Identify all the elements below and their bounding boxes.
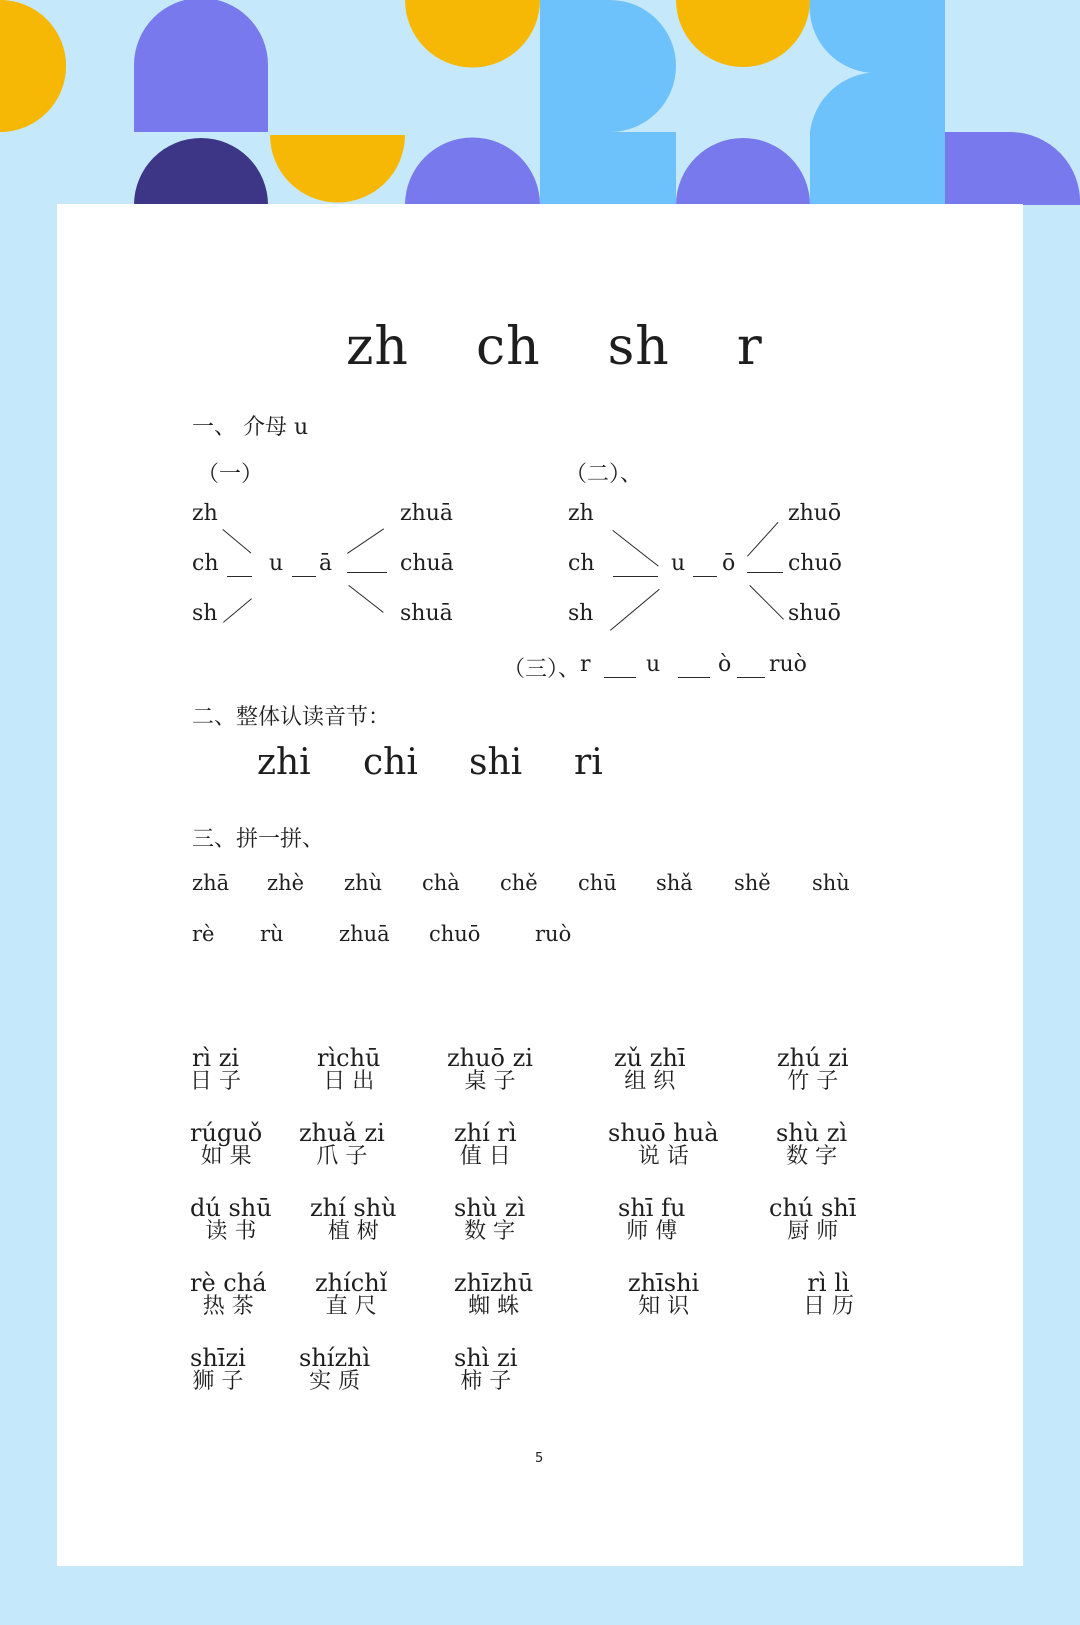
vocab-pinyin: rúguǒ	[190, 1119, 263, 1147]
vocab-hanzi: 日 历	[803, 1294, 854, 1319]
connector-line	[613, 576, 658, 577]
vocab-word	[190, 1121, 262, 1169]
spell-item: zhù	[344, 871, 383, 895]
vocab-pinyin: zhí rì	[454, 1119, 517, 1147]
vocab-hanzi: 直 尺	[325, 1294, 377, 1319]
geometric-pattern	[0, 0, 1080, 205]
connector-line	[347, 528, 384, 553]
page-title: zh ch sh r	[346, 317, 763, 377]
vocab-hanzi: 说 话	[637, 1144, 689, 1169]
vocab-hanzi: 如 果	[200, 1144, 252, 1169]
vocab-hanzi: 读 书	[205, 1219, 257, 1244]
connector-line	[222, 529, 251, 554]
vocab-hanzi: 厨 师	[787, 1219, 839, 1244]
vocab-pinyin: rè chá	[190, 1269, 267, 1297]
connector-line	[223, 598, 252, 623]
part2-result-2: chuō	[788, 551, 842, 576]
vocab-hanzi: 桌 子	[464, 1069, 516, 1094]
section-heading-medial-u: 一、 介母 u	[192, 415, 309, 440]
part2-initial-sh: sh	[568, 601, 594, 626]
connector-line	[678, 677, 710, 678]
vocab-pinyin: shù zì	[776, 1119, 848, 1147]
vocab-word	[454, 1196, 525, 1244]
part2-initial-ch: ch	[568, 551, 595, 576]
vocab-hanzi: 值 日	[459, 1144, 511, 1169]
vocab-hanzi: 数 字	[464, 1219, 516, 1244]
spell-item: chě	[500, 871, 538, 895]
vocab-hanzi: 知 识	[638, 1294, 690, 1319]
vocab-hanzi: 狮 子	[192, 1369, 244, 1394]
part2-result-3: shuō	[788, 601, 841, 626]
vocab-hanzi: 师 傅	[626, 1219, 678, 1244]
vocab-pinyin: shī fu	[618, 1194, 686, 1222]
vocab-pinyin: shīzi	[190, 1344, 246, 1372]
vocab-pinyin: zhuǎ zi	[299, 1119, 385, 1147]
vocab-pinyin: rì zi	[191, 1044, 240, 1072]
vocab-word	[190, 1046, 241, 1094]
spell-item: ruò	[535, 922, 572, 946]
connector-line	[737, 677, 765, 678]
vocab-hanzi: 爪 子	[316, 1144, 368, 1169]
whole-syllable-chi: chi	[363, 742, 418, 783]
part3-final: ò	[718, 652, 732, 677]
page-number: 5	[535, 1451, 544, 1466]
vocab-word	[190, 1196, 272, 1244]
part3-label: （三）、	[503, 657, 581, 682]
vocab-word	[454, 1346, 517, 1394]
vocab-pinyin: zhí shù	[310, 1194, 397, 1222]
vocab-word	[454, 1121, 517, 1169]
spell-item: shǎ	[656, 871, 693, 895]
vocab-hanzi: 蜘 蛛	[468, 1294, 520, 1319]
connector-line	[347, 572, 387, 573]
vocab-pinyin: zhú zi	[777, 1044, 849, 1072]
spell-item: zhè	[267, 871, 305, 895]
connector-line	[749, 585, 784, 620]
spell-item: zhā	[192, 871, 230, 895]
connector-line	[612, 530, 658, 566]
whole-syllable-shi: shi	[469, 742, 523, 783]
part1-medial: u	[269, 551, 284, 576]
part1-initial-sh: sh	[192, 601, 218, 626]
part3-medial: u	[646, 652, 661, 677]
vocab-word	[618, 1196, 685, 1244]
section-heading-spelling: 三、拼一拼、	[192, 827, 325, 852]
vocab-word	[299, 1121, 385, 1169]
part2-result-1: zhuō	[788, 501, 842, 526]
header-banner	[0, 0, 1080, 205]
vocab-pinyin: zǔ zhī	[614, 1044, 686, 1072]
section-heading-whole-syllables: 二、整体认读音节：	[192, 705, 391, 730]
vocab-word	[310, 1196, 397, 1244]
part1-result-1: zhuā	[400, 501, 454, 526]
vocab-word	[454, 1271, 533, 1319]
part2-initial-zh: zh	[568, 501, 594, 526]
vocab-word	[317, 1046, 381, 1094]
spell-item: shě	[734, 871, 771, 895]
vocab-hanzi: 植 树	[327, 1219, 379, 1244]
part2-label: （二）、	[565, 462, 643, 487]
part1-initial-ch: ch	[192, 551, 219, 576]
vocab-hanzi: 组 织	[624, 1069, 676, 1094]
connector-line	[348, 585, 383, 613]
vocab-word	[769, 1196, 856, 1244]
part2-medial: u	[671, 551, 686, 576]
vocab-word	[608, 1121, 719, 1169]
vocab-pinyin: zhīzhū	[454, 1269, 534, 1297]
part1-result-2: chuā	[400, 551, 454, 576]
vocab-pinyin: rì lì	[807, 1269, 850, 1297]
worksheet-page	[57, 204, 1023, 1566]
vocab-word	[190, 1271, 267, 1319]
spell-item: rù	[260, 922, 284, 946]
vocab-hanzi: 日 出	[323, 1069, 375, 1094]
part1-initial-zh: zh	[192, 501, 218, 526]
vocab-word	[803, 1271, 854, 1319]
connector-line	[610, 589, 660, 631]
connector-line	[227, 576, 252, 577]
vocab-hanzi: 数 字	[786, 1144, 838, 1169]
vocab-hanzi: 竹 子	[787, 1069, 839, 1094]
vocab-hanzi: 柿 子	[460, 1369, 512, 1394]
vocab-pinyin: shuō huà	[608, 1119, 719, 1147]
spell-item: shù	[812, 871, 850, 895]
connector-line	[292, 576, 316, 577]
vocab-pinyin: shù zì	[454, 1194, 526, 1222]
part1-label: （一）	[197, 462, 264, 487]
vocab-hanzi: 热 茶	[202, 1294, 254, 1319]
vocab-pinyin: zhīshi	[628, 1269, 700, 1297]
vocab-pinyin: shízhì	[299, 1344, 371, 1372]
vocab-pinyin: zhíchǐ	[315, 1269, 388, 1297]
whole-syllable-ri: ri	[574, 742, 603, 783]
vocab-hanzi: 实 质	[309, 1369, 361, 1394]
connector-line	[604, 677, 636, 678]
vocab-word	[447, 1046, 533, 1094]
part2-final: ō	[722, 551, 736, 576]
vocab-word	[190, 1346, 246, 1394]
spell-item: zhuā	[339, 922, 390, 946]
spell-item: chū	[578, 871, 617, 895]
spell-item: chuō	[429, 922, 481, 946]
part1-final: ā	[319, 551, 333, 576]
violet-shape-1	[134, 0, 268, 132]
connector-line	[693, 576, 717, 577]
skyblue-block	[540, 0, 676, 205]
vocab-pinyin: chú shī	[769, 1194, 857, 1222]
vocab-word	[628, 1271, 699, 1319]
whole-syllable-zhi: zhi	[257, 742, 311, 783]
connector-line	[747, 522, 779, 557]
vocab-word	[777, 1046, 849, 1094]
vocab-hanzi: 日 子	[190, 1069, 241, 1094]
vocab-pinyin: shì zi	[454, 1344, 518, 1372]
connector-line	[747, 572, 783, 573]
vocab-word	[299, 1346, 370, 1394]
part3-initial: r	[580, 652, 591, 677]
vocab-pinyin: rìchū	[317, 1044, 381, 1072]
vocab-word	[614, 1046, 686, 1094]
vocab-pinyin: zhuō zi	[447, 1044, 533, 1072]
vocab-pinyin: dú shū	[190, 1194, 272, 1222]
vocab-word	[776, 1121, 847, 1169]
part3-result: ruò	[769, 652, 807, 677]
spell-item: chà	[422, 871, 460, 895]
vocab-word	[315, 1271, 387, 1319]
spell-item: rè	[192, 922, 215, 946]
part1-result-3: shuā	[400, 601, 453, 626]
